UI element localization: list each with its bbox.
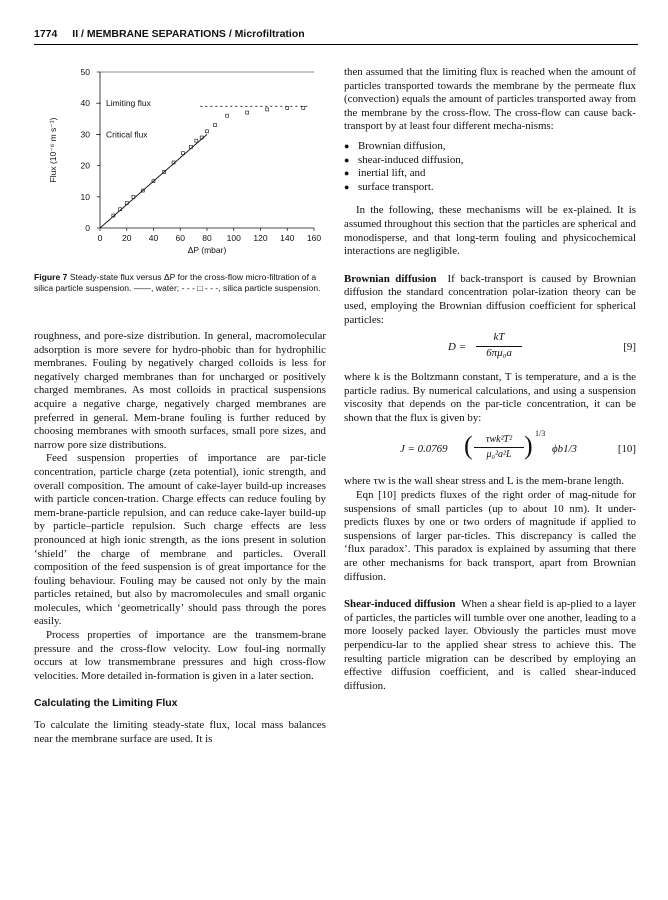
data-point bbox=[206, 130, 209, 133]
right-paragraph-1: then assumed that the limiting flux is reached when the amount of particles transported towards the membrane by the permeate flux (convection) equals the amount of particles transported away from the membrane by the cross-flow. The cross-flow can cause back-transport by at least four different mecha-nisms: bbox=[344, 66, 636, 133]
right-paragraph-4: where τw is the wall shear stress and L is the mem-brane length. bbox=[344, 475, 625, 488]
left-column bbox=[34, 330, 326, 746]
data-point bbox=[226, 114, 229, 117]
shear-text: When a shear field is ap-plied to a layer of particles, the particles will tumble over one another, leading to a more loosely packed layer. Obviously the particles must move perpendicu-lar to the applied shear stress to achieve this. The resulting particle migration can be described by employing an effective diffusion coefficient, and is called shear-induced diffusion. bbox=[344, 598, 636, 692]
eq10-denominator: μ₀²a²L bbox=[486, 449, 512, 461]
y-tick-label: 0 bbox=[85, 223, 90, 233]
x-tick-label: 60 bbox=[175, 233, 185, 243]
eq9-denominator: 6πμ₀a bbox=[486, 346, 512, 359]
right-paragraph-5: Eqn [10] predicts fluxes of the right order of mag-nitude for suspensions of small particles (up to about 10 nm). It under-predicts fluxes by one or two orders of magnitude if applied to suspensions of larger par-ticles. This discrepancy is called the ‘flux paradox’. This paradox is explained by assuming that there are other mechanisms for back transport, apart from Brownian diffusion. bbox=[344, 489, 636, 583]
list-item: ● shear-induced diffusion, bbox=[344, 154, 636, 168]
data-point bbox=[302, 106, 305, 109]
eq10-exponent: 1/3 bbox=[535, 429, 546, 439]
eq10-number: [10] bbox=[617, 443, 636, 456]
mechanism-list bbox=[344, 140, 636, 194]
figure-caption bbox=[34, 272, 326, 294]
eq10-lhs: J = 0.0769 bbox=[400, 443, 448, 456]
eq10-phi: ϕb1/3 bbox=[552, 443, 577, 456]
shear-heading: Shear-induced diffusion bbox=[344, 598, 456, 611]
x-tick-label: 80 bbox=[202, 233, 212, 243]
x-tick-label: 100 bbox=[226, 233, 241, 243]
left-paragraph-2: Feed suspension properties of importance are par-ticle concentration, particle charge (zeta potential), ionic strength, and overall composition. The amount of cake-layer build-up increases with particle concen-tration. Charge effects can reduce fouling by mem-brane-particle repulsion, and can reduce cake-layer build-up by particle–particle repulsion. Such charge effects are less pronounced at high ionic strength, as the ions present in solution ‘shield’ the charge of membrane and particles. Overall composition of the feed suspension is of great importance for the fouling behaviour. Fouling may be caused not only by the main particles retained, but also by macromolecules and small organic molecules, which ‘geometrically’ should pass through the pores easily. bbox=[34, 452, 326, 628]
running-title: II / MEMBRANE SEPARATIONS / Microfiltration bbox=[72, 28, 305, 40]
eq10-numerator: τwk²T² bbox=[474, 433, 524, 448]
right-paragraph-2: In the following, these mechanisms will be ex-plained. It is assumed throughout this section that the particles are spherical and monodisperse, and that long-term fouling and physicochemical interactions are negligible. bbox=[344, 204, 636, 258]
data-point bbox=[246, 111, 249, 114]
eq9-numerator: kT bbox=[476, 331, 522, 347]
list-item: ● Brownian diffusion, bbox=[344, 140, 636, 154]
right-paragraph-3: where k is the Boltzmann constant, T is temperature, and a is the particle radius. By numerical calculations, and using a suspension viscosity that depends on the par-ticle concentration, it can be shown that the flux is given by: bbox=[344, 371, 636, 424]
list-item: ● inertial lift, and bbox=[344, 167, 636, 181]
y-tick-label: 50 bbox=[80, 67, 90, 77]
figure-7-chart bbox=[34, 60, 334, 275]
left-paragraph-4: To calculate the limiting steady-state flux, local mass balances near the membrane surface are used. It is bbox=[34, 719, 326, 745]
data-point bbox=[266, 108, 269, 111]
page-number: 1774 bbox=[34, 28, 58, 40]
header-rule bbox=[34, 44, 638, 45]
y-axis-label: Flux (10⁻⁶ m s⁻¹) bbox=[48, 117, 58, 183]
left-paragraph-1: roughness, and pore-size distribution. In general, macromolecular adsorption is more severe for hydro-phobic than for hydrophilic membranes. Fouling by negatively charged colloids is less for negatively charged membranes than for uncharged or positively charged membranes. As most colloids in practical suspensions acquire a negative charge, negatively charged membranes are preferred in general. Mem-brane fouling is further reduced by choosing membranes with smooth surfaces, small pore sizes, and narrow pore size distributions. bbox=[34, 330, 326, 451]
list-item: ● surface transport. bbox=[344, 181, 636, 195]
caption-label: Figure 7 bbox=[34, 272, 68, 282]
eq9-number: [9] bbox=[623, 341, 636, 354]
x-axis-label: ΔP (mbar) bbox=[187, 245, 227, 255]
brownian-paragraph bbox=[344, 273, 636, 327]
x-tick-label: 140 bbox=[280, 233, 295, 243]
data-point bbox=[214, 124, 217, 127]
data-point bbox=[195, 139, 198, 142]
y-tick-label: 30 bbox=[80, 129, 90, 140]
y-tick-label: 10 bbox=[80, 191, 90, 202]
x-tick-label: 0 bbox=[97, 233, 103, 243]
left-paragraph-3: Process properties of importance are the transmem-brane pressure and the cross-flow velocity. Low foul-ing normally occurs at low transmembrane pressures and high cross-flow velocities. More detailed in-formation is given in a later section. bbox=[34, 629, 326, 682]
equation-9 bbox=[344, 327, 636, 371]
x-tick-label: 20 bbox=[122, 233, 132, 243]
brownian-heading: Brownian diffusion bbox=[344, 272, 437, 285]
brownian-text: If back-transport is caused by Brownian diffusion the standard concentration polar-ization theory can be used, employing the Brownian diffusion coefficient for spherical particles: bbox=[344, 272, 636, 326]
data-point bbox=[286, 106, 289, 109]
annotation-critical-flux: Critical flux bbox=[106, 129, 148, 140]
annotation-limiting-flux: Limiting flux bbox=[106, 98, 151, 109]
x-tick-label: 40 bbox=[148, 233, 159, 243]
y-tick-label: 40 bbox=[80, 98, 90, 109]
section-heading: Calculating the Limiting Flux bbox=[34, 697, 178, 710]
equation-10: J = 0.0769 ( τwk²T² μ₀²a²L ) 1/3 ϕb1/3 [10] bbox=[400, 429, 636, 461]
x-tick-label: 160 bbox=[306, 233, 322, 243]
running-header bbox=[34, 28, 305, 40]
right-column bbox=[344, 66, 636, 693]
x-tick-label: 120 bbox=[253, 233, 268, 243]
y-tick-label: 20 bbox=[80, 160, 90, 171]
eq9-lhs: D = bbox=[448, 341, 466, 354]
shear-paragraph bbox=[344, 598, 636, 693]
caption-text: Steady-state flux versus ΔP for the cross-flow micro-filtration of a silica particle suspension. ——, water; - - - □ - - -, silica particle suspension. bbox=[34, 272, 321, 293]
